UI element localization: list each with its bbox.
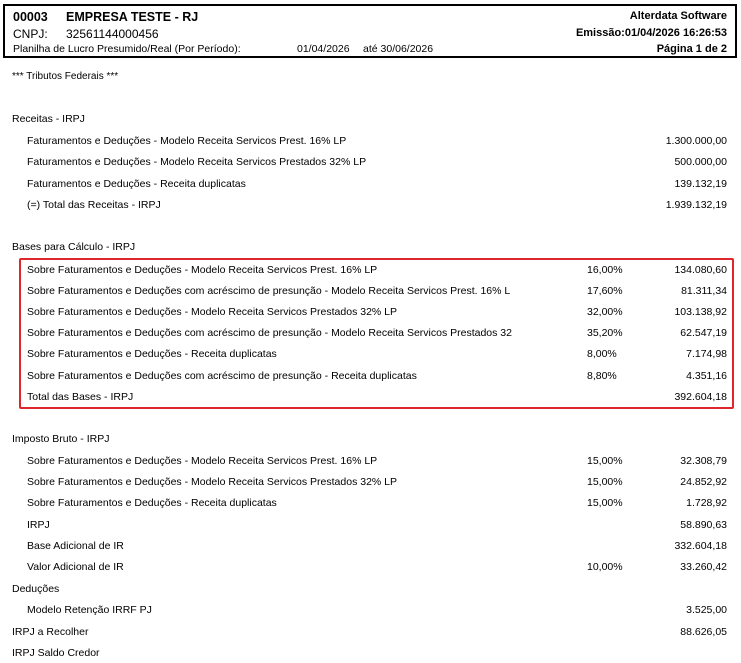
row-label: IRPJ [27,519,50,531]
bases-row [27,370,727,384]
bases-row [27,306,727,320]
row-value: 7.174,98 [686,348,727,360]
bases-row [27,348,727,362]
row-label: Sobre Faturamentos e Deduções - Modelo Receita Servicos Prestados 32% LP [27,306,398,318]
row-value: 1.300.000,00 [665,135,727,147]
row-label: Sobre Faturamentos e Deduções - Modelo Receita Servicos Prest. 16% LP [27,455,378,467]
imposto-row [27,497,727,511]
row-value: 81.311,34 [681,285,727,297]
row-label: Sobre Faturamentos e Deduções com acréscimo de presunção - Modelo Receita Servicos Prest. 16% L [27,285,511,297]
row-value: 103.138,92 [674,306,727,318]
row-label: Modelo Retenção IRRF PJ [27,604,152,616]
row-label: (=) Total das Receitas - IRPJ [27,199,161,211]
bases-row [27,264,727,278]
row-label: Sobre Faturamentos e Deduções com acréscimo de presunção - Receita duplicatas [27,370,417,382]
section-title-imposto: Imposto Bruto - IRPJ [12,433,110,445]
row-value: 134.080,60 [674,264,727,276]
row-label: Sobre Faturamentos e Deduções - Modelo Receita Servicos Prestados 32% LP [27,476,398,488]
cnpj-label: CNPJ: [13,27,48,41]
report-header [3,4,737,58]
bases-row [27,285,727,299]
receitas-total-row [27,199,727,213]
row-label: Sobre Faturamentos e Deduções - Receita duplicatas [27,348,277,360]
row-percent: 16,00% [587,264,623,276]
row-label: Sobre Faturamentos e Deduções com acréscimo de presunção - Modelo Receita Servicos Prestados 32 [27,327,512,339]
row-label: Faturamentos e Deduções - Modelo Receita Servicos Prestados 32% LP [27,156,367,168]
row-percent: 17,60% [587,285,623,297]
section-title-deducoes: Deduções [12,583,60,595]
software-name: Alterdata Software [629,10,727,22]
row-label: IRPJ Saldo Credor [12,647,100,659]
section-title-receitas: Receitas - IRPJ [12,113,85,125]
row-value: 1.728,92 [686,497,727,509]
irpj-recolher-row [12,626,727,640]
tributos-federais-title: *** Tributos Federais *** [12,71,119,82]
company-code: 00003 [13,10,48,24]
row-percent: 15,00% [587,455,623,467]
row-label: Sobre Faturamentos e Deduções - Receita duplicatas [27,497,277,509]
imposto-row [27,519,727,533]
period-end: até 30/06/2026 [363,43,434,55]
imposto-row [27,476,727,490]
row-label: Faturamentos e Deduções - Receita duplicatas [27,178,246,190]
irpj-saldo-row [12,647,727,661]
row-value: 24.852,92 [680,476,727,488]
imposto-row [27,455,727,469]
row-value: 332.604,18 [674,540,727,552]
period-start: 01/04/2026 [297,43,350,55]
row-value: 58.890,63 [680,519,727,531]
row-value: 3.525,00 [686,604,727,616]
receitas-row [27,156,727,170]
row-percent: 15,00% [587,497,623,509]
row-label: Valor Adicional de IR [27,561,124,573]
report-description: Planilha de Lucro Presumido/Real (Por Período): [13,43,241,55]
row-label: Total das Bases - IRPJ [27,391,134,403]
row-percent: 15,00% [587,476,623,488]
row-value: 1.939.132,19 [665,199,727,211]
emission-datetime: Emissão:01/04/2026 16:26:53 [575,27,727,39]
imposto-row [27,540,727,554]
cnpj-value: 32561144000456 [66,27,159,41]
row-value: 139.132,19 [674,178,727,190]
row-value: 500.000,00 [674,156,727,168]
row-value: 32.308,79 [680,455,727,467]
row-percent: 35,20% [587,327,623,339]
section-title-bases: Bases para Cálculo - IRPJ [12,241,136,253]
row-label: Faturamentos e Deduções - Modelo Receita Servicos Prest. 16% LP [27,135,347,147]
row-percent: 10,00% [587,561,623,573]
row-percent: 32,00% [587,306,623,318]
company-name: EMPRESA TESTE - RJ [66,10,199,24]
row-value: 33.260,42 [680,561,727,573]
row-percent: 8,00% [587,348,617,360]
row-label: Base Adicional de IR [27,540,124,552]
row-percent: 8,80% [587,370,617,382]
imposto-row [27,561,727,575]
row-value: 4.351,16 [686,370,727,382]
page-indicator: Página 1 de 2 [656,43,727,55]
row-label: Sobre Faturamentos e Deduções - Modelo Receita Servicos Prest. 16% LP [27,264,378,276]
row-value: 62.547,19 [680,327,727,339]
bases-total-row [27,391,727,405]
receitas-row [27,178,727,192]
bases-row [27,327,727,341]
row-value: 88.626,05 [680,626,727,638]
row-label: IRPJ a Recolher [12,626,89,638]
row-value: 392.604,18 [674,391,727,403]
receitas-row [27,135,727,149]
deducoes-row [27,604,727,618]
